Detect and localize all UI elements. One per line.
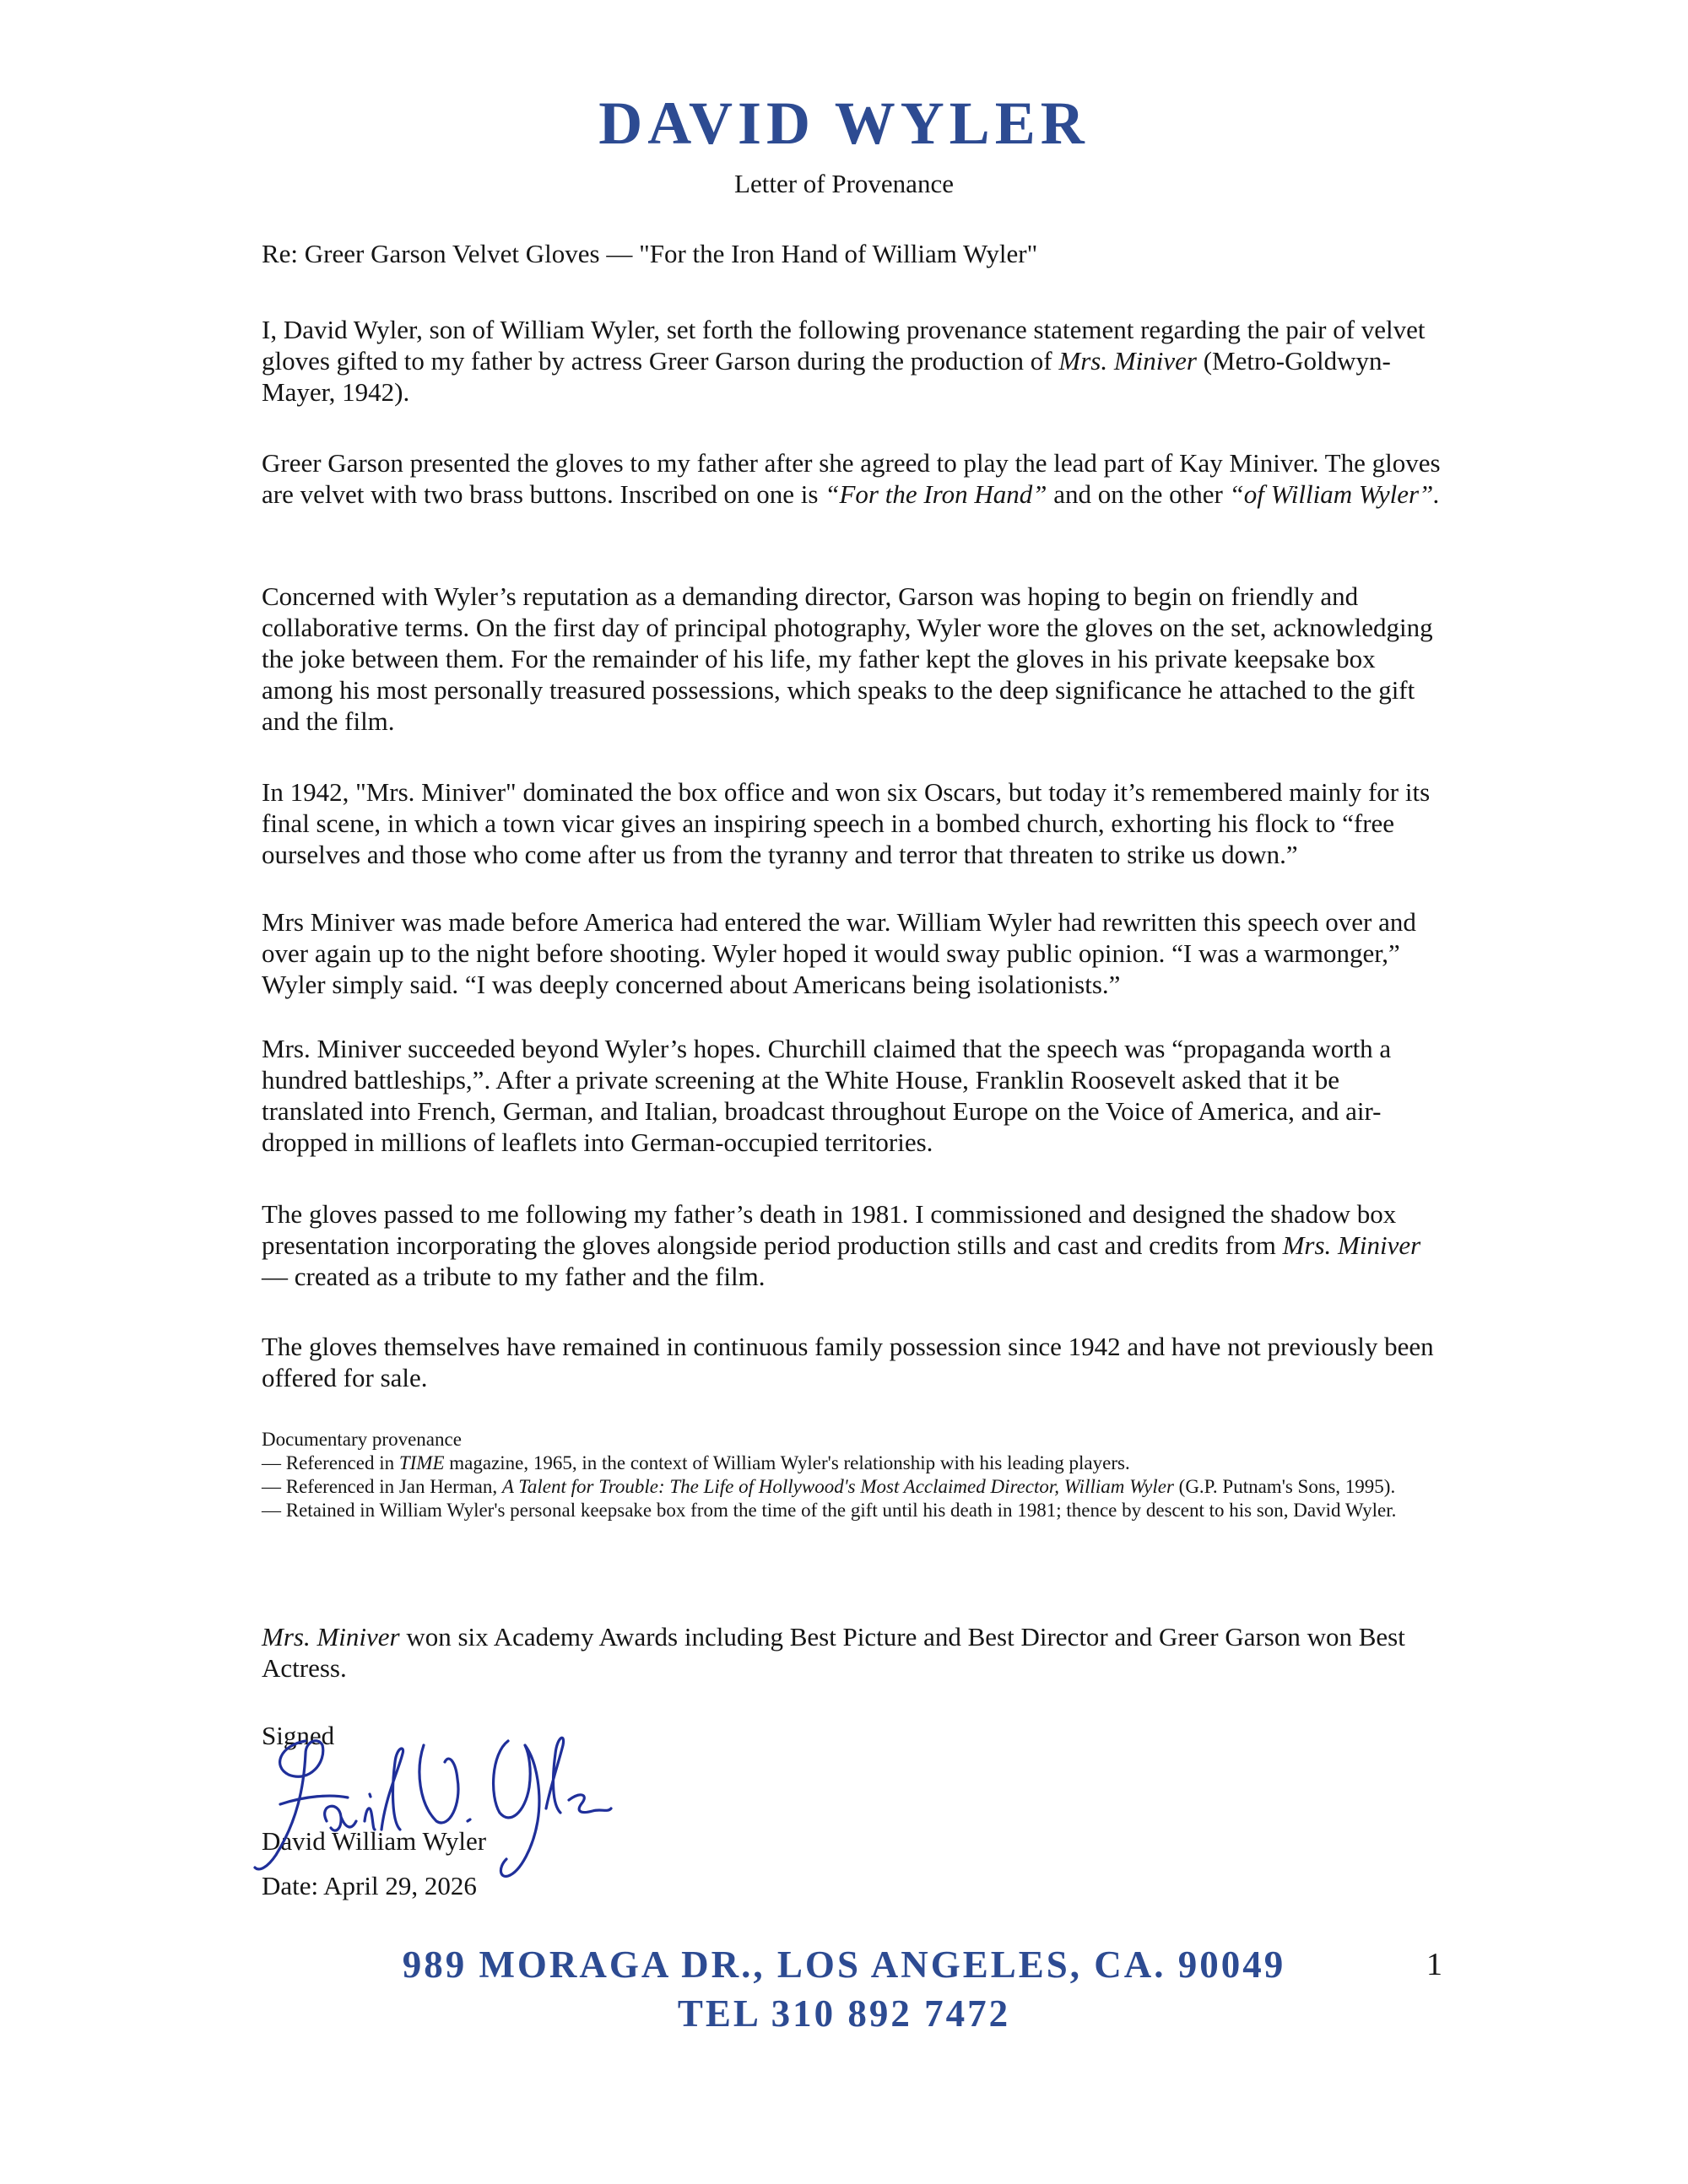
- footer-telephone: TEL 310 892 7472: [677, 1992, 1011, 2035]
- text-run: I, David Wyler, son of William Wyler, set forth the following provenance statement regarding the pair of velvet gloves gifted to my father by actress Greer Garson during the production of: [262, 315, 1426, 376]
- text-run: and on the other: [1047, 479, 1230, 509]
- paragraph-war: [262, 906, 1443, 1000]
- paragraph-possession-text: The gloves themselves have remained in continuous family possession since 1942 and have not previously been offered for sale.: [262, 1332, 1434, 1392]
- film-title: Mrs. Miniver: [1058, 346, 1197, 376]
- text-run: — Referenced in Jan Herman,: [262, 1476, 502, 1497]
- paragraph-gloves-text: [262, 447, 1443, 510]
- text-run: The gloves passed to me following my father’s death in 1981. I commissioned and designed the shadow box presentation incorporating the gloves alongside period production stills and cast and credits from: [262, 1199, 1397, 1260]
- paragraph-awards: [262, 1621, 1443, 1684]
- text-run: — created as a tribute to my father and the film.: [262, 1262, 766, 1291]
- re-line: [262, 238, 1443, 269]
- paragraph-reputation: [262, 581, 1443, 737]
- text-run: magazine, 1965, in the context of William Wyler's relationship with his leading players.: [444, 1452, 1130, 1473]
- paragraph-churchill-text: Mrs. Miniver succeeded beyond Wyler’s hopes. Churchill claimed that the speech was “propaganda worth a hundred battleships,”. After a private screening at the White House, Franklin Roosevelt asked that it be translated into French, German, and Italian, broadcast throughout Europe on the Voice of America, and air-dropped in millions of leaflets into German-occupied territories.: [262, 1034, 1392, 1157]
- signed-label: Signed: [262, 1721, 335, 1750]
- text-run: — Referenced in: [262, 1452, 399, 1473]
- page-number: 1: [1426, 1947, 1442, 1982]
- paragraph-intro: [262, 314, 1443, 408]
- film-title: Mrs. Miniver: [1282, 1230, 1421, 1260]
- paragraph-awards-text: [262, 1621, 1443, 1684]
- signatory-name: David William Wyler: [262, 1826, 487, 1856]
- documentary-provenance: [262, 1428, 1443, 1522]
- paragraph-box-office-text: In 1942, "Mrs. Miniver" dominated the box office and won six Oscars, but today it’s remembered mainly for its final scene, in which a town vicar gives an inspiring speech in a bombed church, exhorting his flock to “free ourselves and those who come after us from the tyranny and terror that threaten to strike us down.”: [262, 777, 1431, 869]
- footer-address: 989 MORAGA DR., LOS ANGELES, CA. 90049: [402, 1943, 1286, 1986]
- paragraph-reputation-text: Concerned with Wyler’s reputation as a demanding director, Garson was hoping to begin on friendly and collaborative terms. On the first day of principal photography, Wyler wore the gloves on the set, acknowledging the joke between them. For the remainder of his life, my father kept the gloves in his private keepsake box among his most personally treasured possessions, which speaks to the deep significance he attached to the gift and the film.: [262, 581, 1433, 736]
- text-run: (G.P. Putnam's Sons, 1995).: [1173, 1476, 1396, 1497]
- provenance-item: [262, 1475, 1443, 1499]
- paragraph-churchill: [262, 1033, 1443, 1158]
- paragraph-box-office: [262, 776, 1443, 870]
- text-run: won six Academy Awards including Best Picture and Best Director and Greer Garson won Best Actress.: [262, 1622, 1405, 1683]
- provenance-item: — Retained in William Wyler's personal keepsake box from the time of the gift until his death in 1981; thence by descent to his son, David Wyler.: [262, 1500, 1397, 1521]
- signature-date: Date: April 29, 2026: [262, 1871, 477, 1900]
- letterhead-name: DAVID WYLER: [598, 89, 1090, 157]
- publication-title: TIME: [398, 1452, 445, 1473]
- paragraph-shadow-box: [262, 1198, 1443, 1292]
- signature-strokes: [255, 1738, 611, 1876]
- re-line-text: Re: Greer Garson Velvet Gloves — "For the Iron Hand of William Wyler": [262, 239, 1038, 268]
- inscription-one: “For the Iron Hand”: [825, 479, 1047, 509]
- provenance-item: [262, 1451, 1443, 1475]
- paragraph-possession: [262, 1331, 1443, 1393]
- paragraph-shadow-box-text: [262, 1198, 1443, 1292]
- paragraph-gloves-description: [262, 447, 1443, 510]
- film-title: Mrs. Miniver: [262, 1622, 400, 1652]
- paragraph-intro-text: [262, 314, 1443, 408]
- document-subtitle: Letter of Provenance: [734, 169, 954, 198]
- inscription-two: “of William Wyler”.: [1229, 479, 1441, 509]
- book-title: A Talent for Trouble: The Life of Hollywood's Most Acclaimed Director, William Wyler: [501, 1476, 1174, 1497]
- text-run: (Metro-Goldwyn-Mayer, 1942).: [262, 346, 1391, 407]
- provenance-heading: Documentary provenance: [262, 1429, 462, 1450]
- handwritten-signature: [246, 1695, 635, 1889]
- paragraph-war-text: Mrs Miniver was made before America had entered the war. William Wyler had rewritten this speech over and over again up to the night before shooting. Wyler hoped it would sway public opinion. “I was a warmonger,” Wyler simply said. “I was deeply concerned about Americans being isolationists.”: [262, 907, 1416, 999]
- text-run: Greer Garson presented the gloves to my father after she agreed to play the lead part of Kay Miniver. The gloves are velvet with two brass buttons. Inscribed on one is: [262, 448, 1441, 509]
